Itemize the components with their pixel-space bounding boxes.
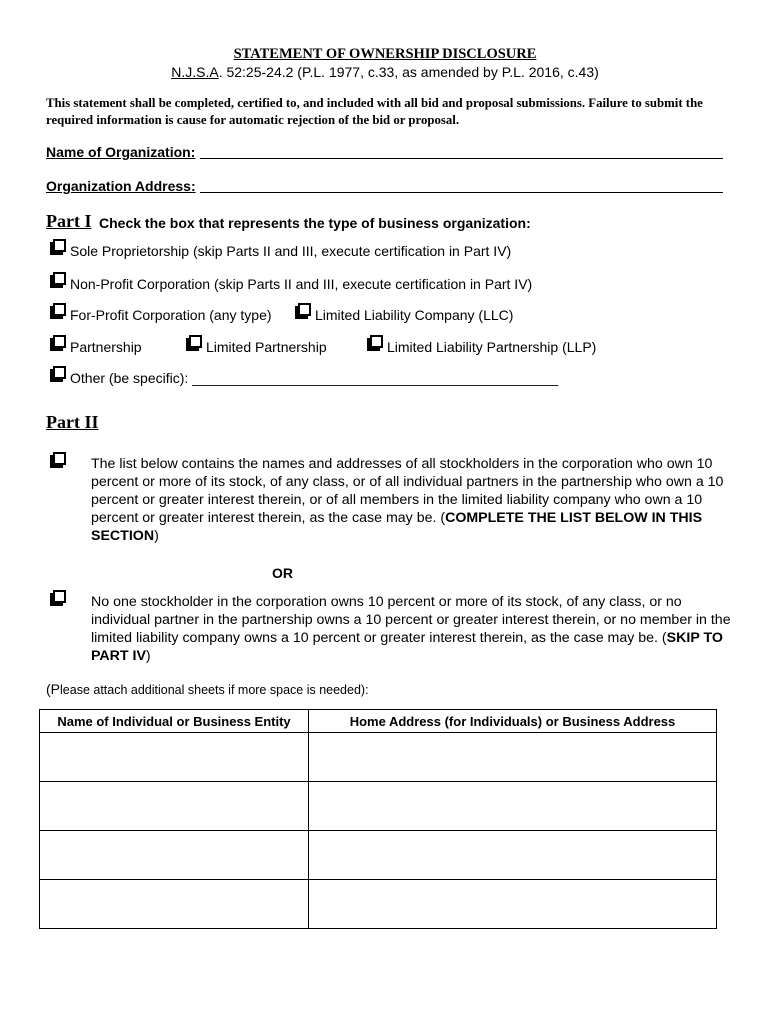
attach-note-paren: ( xyxy=(46,681,51,697)
form-title: STATEMENT OF OWNERSHIP DISCLOSURE xyxy=(233,46,537,62)
attach-sheets-note xyxy=(46,681,369,697)
table-row xyxy=(40,733,717,782)
no-stockholder-text: No one stockholder in the corporation owns 10 percent or more of its stock, of any class, or no individual partner in the partnership owns a 10 percent or greater interest therein, or no member in the limited liability company owns a 10 percent or greater interest therein, as the case may be. ( xyxy=(91,594,731,646)
stockholder-list-close: ) xyxy=(154,528,159,544)
statute-citation-rest: . 52:25-24.2 (P.L. 1977, c.33, as amended by P.L. 2016, c.43) xyxy=(218,64,599,80)
name-cell[interactable] xyxy=(40,733,309,782)
no-stockholder-option xyxy=(91,593,731,665)
other-label[interactable]: Other (be specific): _______________________________________________ xyxy=(70,370,559,386)
non-profit-checkbox[interactable] xyxy=(53,272,66,285)
organization-address-field[interactable] xyxy=(200,192,723,193)
address-cell[interactable] xyxy=(309,733,717,782)
stockholder-list-emphasis: COMPLETE THE LIST BELOW IN THIS SECTION xyxy=(91,510,703,544)
partnership-label: Partnership xyxy=(70,339,142,355)
limited-partnership-checkbox[interactable] xyxy=(189,335,202,348)
address-cell[interactable] xyxy=(309,880,717,929)
non-profit-label: Non-Profit Corporation (skip Parts II and III, execute certification in Part IV) xyxy=(70,276,533,292)
stockholder-list-text: The list below contains the names and addresses of all stockholders in the corporation who own 10 percent or more of its stock, of any class, or of all individual partners in the partnership who own a 10 percent or greater interest therein, or of all members in the limited liability company who own a 10 percent or greater interest therein, as the case may be. ( xyxy=(91,456,724,526)
address-cell[interactable] xyxy=(309,782,717,831)
table-row xyxy=(40,782,717,831)
sole-proprietorship-checkbox[interactable] xyxy=(53,239,66,252)
ownership-table xyxy=(39,709,717,929)
address-column-header: Home Address (for Individuals) or Business Address xyxy=(309,710,717,733)
llp-label: Limited Liability Partnership (LLP) xyxy=(387,339,597,355)
address-cell[interactable] xyxy=(309,831,717,880)
stockholder-list-option xyxy=(91,455,731,545)
part1-instruction: Check the box that represents the type of business organization: xyxy=(99,215,531,231)
part1-heading: Part I xyxy=(46,211,92,231)
statute-citation xyxy=(0,64,770,80)
other-checkbox[interactable] xyxy=(53,366,66,379)
llc-checkbox[interactable] xyxy=(298,303,311,316)
name-column-header: Name of Individual or Business Entity xyxy=(40,710,309,733)
attach-note-initial: P xyxy=(50,681,61,697)
organization-name-field[interactable] xyxy=(200,158,723,159)
name-cell[interactable] xyxy=(40,782,309,831)
no-stockholder-close: ) xyxy=(145,648,151,664)
or-separator: OR xyxy=(272,565,293,581)
name-cell[interactable] xyxy=(40,831,309,880)
attach-note-text: lease attach additional sheets if more space is needed): xyxy=(60,683,369,697)
table-row xyxy=(40,880,717,929)
for-profit-label: For-Profit Corporation (any type) xyxy=(70,307,272,323)
llc-label: Limited Liability Company (LLC) xyxy=(315,307,514,323)
name-cell[interactable] xyxy=(40,880,309,929)
limited-partnership-label: Limited Partnership xyxy=(206,339,327,355)
stockholder-list-checkbox[interactable] xyxy=(53,452,66,465)
submission-instructions: This statement shall be completed, certified to, and included with all bid and proposal submissions. Failure to submit the required information is cause for automatic rejection of the bid or proposal. xyxy=(46,96,703,127)
partnership-checkbox[interactable] xyxy=(53,335,66,348)
organization-name-label: Name of Organization: xyxy=(46,144,196,160)
statute-link[interactable]: N.J.S.A xyxy=(171,64,219,80)
no-stockholder-checkbox[interactable] xyxy=(53,590,66,603)
no-stockholder-emphasis: SKIP TO PART IV xyxy=(91,630,723,664)
llp-checkbox[interactable] xyxy=(370,335,383,348)
part2-heading: Part II xyxy=(46,412,99,432)
for-profit-checkbox[interactable] xyxy=(53,303,66,316)
sole-proprietorship-label: Sole Proprietorship (skip Parts II and III, execute certification in Part IV) xyxy=(70,243,512,259)
organization-address-label: Organization Address: xyxy=(46,178,196,194)
table-row xyxy=(40,831,717,880)
table-header-row xyxy=(40,710,717,733)
